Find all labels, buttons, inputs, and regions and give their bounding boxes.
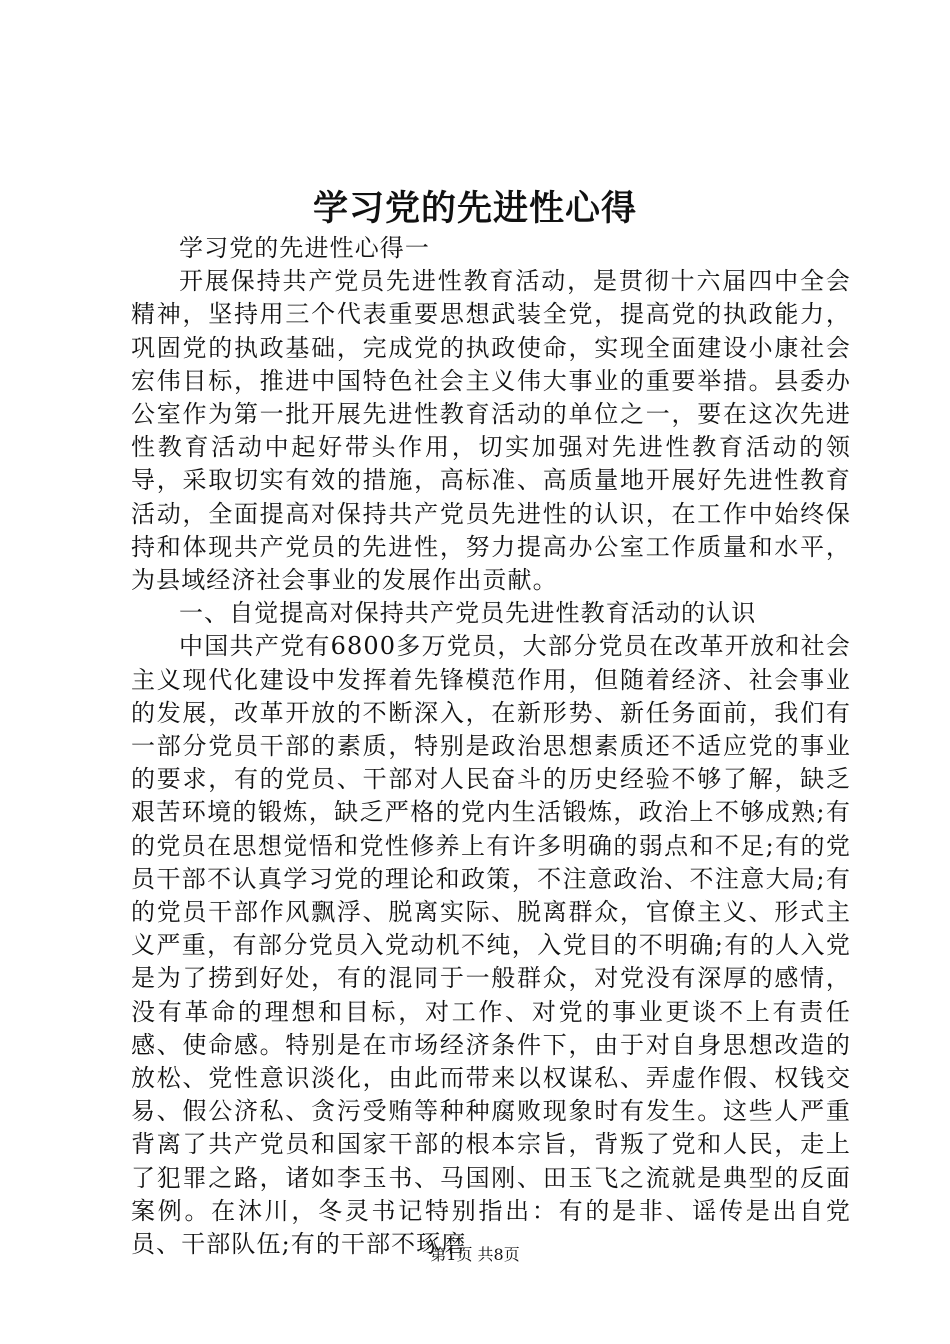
body-paragraph: 开展保持共产党员先进性教育活动，是贯彻十六届四中全会精神，坚持用三个代表重要思想武装全党，提高党的执政能力，巩固党的执政基础，完成党的执政使命，实现全面建设小康社会宏伟目标，推进中国特色社会主义伟大事业的重要举措。县委办公室作为第一批开展先进性教育活动的单位之一，要在这次先进性教育活动中起好带头作用，切实加强对先进性教育活动的领导，采取切实有效的措施，高标准、高质量地开展好先进性教育活动，全面提高对保持共产党员先进性的认识，在工作中始终保持和体现共产党员的先进性，努力提高办公室工作质量和水平，为县域经济社会事业的发展作出贡献。 [131, 267, 851, 595]
page-number: 第1页 共8页 [430, 1245, 520, 1264]
section-heading: 学习党的先进性心得一 [179, 234, 430, 262]
body-paragraph: 中国共产党有6800多万党员，大部分党员在改革开放和社会主义现代化建设中发挥着先锋模范作用，但随着经济、社会事业的发展，改革开放的不断深入，在新形势、新任务面前，我们有一部分党员干部的素质，特别是政治思想素质还不适应党的事业的要求，有的党员、干部对人民奋斗的历史经验不够了解，缺乏艰苦环境的锻炼，缺乏严格的党内生活锻炼，政治上不够成熟;有的党员在思想觉悟和党性修养上有许多明确的弱点和不足;有的党员干部不认真学习党的理论和政策，不注意政治、不注意大局;有的党员干部作风飘浮、脱离实际、脱离群众，官僚主义、形式主义严重，有部分党员入党动机不纯，入党目的不明确;有的人入党是为了捞到好处，有的混同于一般群众，对党没有深厚的感情，没有革命的理想和目标，对工作、对党的事业更谈不上有责任感、使命感。特别是在市场经济条件下，由于对自身思想改造的放松、党性意识淡化，由此而带来以权谋私、弄虚作假、权钱交易、假公济私、贪污受贿等种种腐败现象时有发生。这些人严重背离了共产党员和国家干部的根本宗旨，背叛了党和人民，走上了犯罪之路，诸如李玉书、马国刚、田玉飞之流就是典型的反面案例。在沐川，冬灵书记特别指出：有的是非、谣传是出自党员、干部队伍;有的干部不琢磨 [131, 632, 851, 1259]
document-title: 学习党的先进性心得 [312, 188, 637, 229]
subsection-heading: 一、自觉提高对保持共产党员先进性教育活动的认识 [179, 599, 757, 628]
document-body [131, 232, 851, 1261]
